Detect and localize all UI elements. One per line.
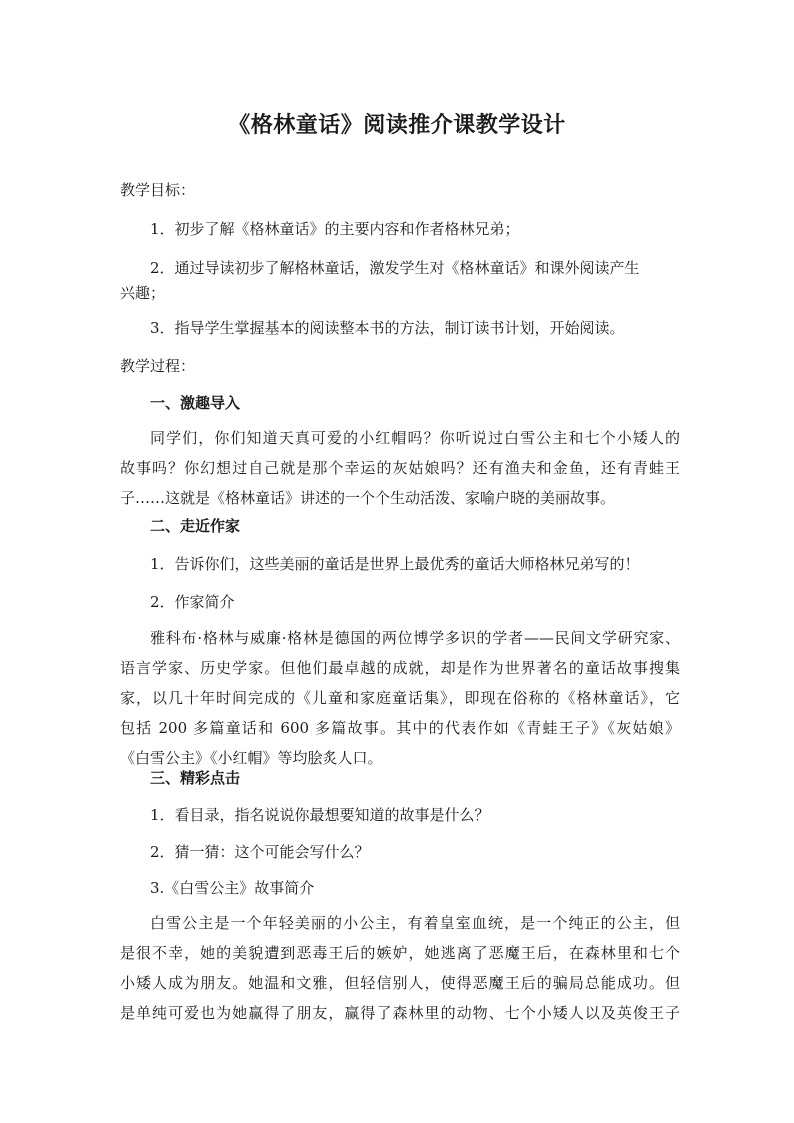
- paragraph-line: 子……这就是《格林童话》讲述的一个个生动活泼、家喻户晓的美丽故事。: [120, 489, 616, 507]
- paragraph-line: 雅科布·格林与威廉·格林是德国的两位博学多识的学者——民间文学研究家、: [150, 629, 680, 647]
- section-1-paragraph: [120, 423, 680, 513]
- objectives-heading: 教学目标：: [120, 181, 196, 199]
- section-2-heading: 二、走近作家: [150, 517, 241, 535]
- objective-item-3: 3．指导学生掌握基本的阅读整本书的方法，制订读书计划，开始阅读。: [150, 319, 625, 337]
- paragraph-line: 语言学家、历史学家。但他们最卓越的成就，却是作为世界著名的童话故事搜集: [120, 659, 680, 677]
- paragraph-line: 同学们，你们知道天真可爱的小红帽吗？你听说过白雪公主和七个小矮人的: [150, 429, 680, 447]
- objective-item-2: 2．通过导读初步了解格林童话，激发学生对《格林童话》和课外阅读产生: [150, 259, 640, 277]
- paragraph-line: 包括 200 多篇童话和 600 多篇故事。其中的代表作如《青蛙王子》《灰姑娘》: [120, 719, 680, 737]
- section-3-item-1: 1．看目录，指名说说你最想要知道的故事是什么？: [150, 806, 490, 824]
- author-bio-paragraph: [120, 623, 680, 773]
- objective-item-2-continued: 兴趣；: [120, 284, 166, 302]
- paragraph-line: 《白雪公主》《小红帽》等均脍炙人口。: [120, 749, 383, 767]
- paragraph-line: 故事吗？你幻想过自己就是那个幸运的灰姑娘吗？还有渔夫和金鱼，还有青蛙王: [120, 459, 680, 477]
- section-3-heading: 三、精彩点击: [150, 769, 241, 787]
- paragraph-line: 是单纯可爱也为她赢得了朋友，赢得了森林里的动物、七个小矮人以及英俊王子: [120, 1004, 680, 1022]
- document-title: 《格林童话》阅读推介课教学设计: [228, 111, 566, 138]
- process-heading: 教学过程：: [120, 357, 196, 375]
- paragraph-line: 家，以几十年时间完成的《儿童和家庭童话集》，即现在俗称的《格林童话》，它: [120, 689, 680, 707]
- objective-item-1: 1．初步了解《格林童话》的主要内容和作者格林兄弟；: [150, 220, 520, 238]
- paragraph-line: 白雪公主是一个年轻美丽的小公主，有着皇室血统，是一个纯正的公主，但: [150, 914, 680, 932]
- snow-white-summary-paragraph: [120, 908, 680, 1028]
- paragraph-line: 小矮人成为朋友。她温和文雅，但轻信别人，使得恶魔王后的骗局总能成功。但: [120, 974, 680, 992]
- paragraph-line: 是很不幸，她的美貌遭到恶毒王后的嫉妒，她逃离了恶魔王后，在森林里和七个: [120, 944, 680, 962]
- section-3-item-2: 2．猜一猜：这个可能会写什么？: [150, 843, 370, 861]
- section-2-item-1: 1．告诉你们，这些美丽的童话是世界上最优秀的童话大师格林兄弟写的！: [150, 555, 640, 573]
- section-3-item-3: 3.《白雪公主》故事简介: [150, 879, 315, 897]
- section-1-heading: 一、激趣导入: [150, 394, 241, 412]
- section-2-item-2: 2．作家简介: [150, 593, 235, 611]
